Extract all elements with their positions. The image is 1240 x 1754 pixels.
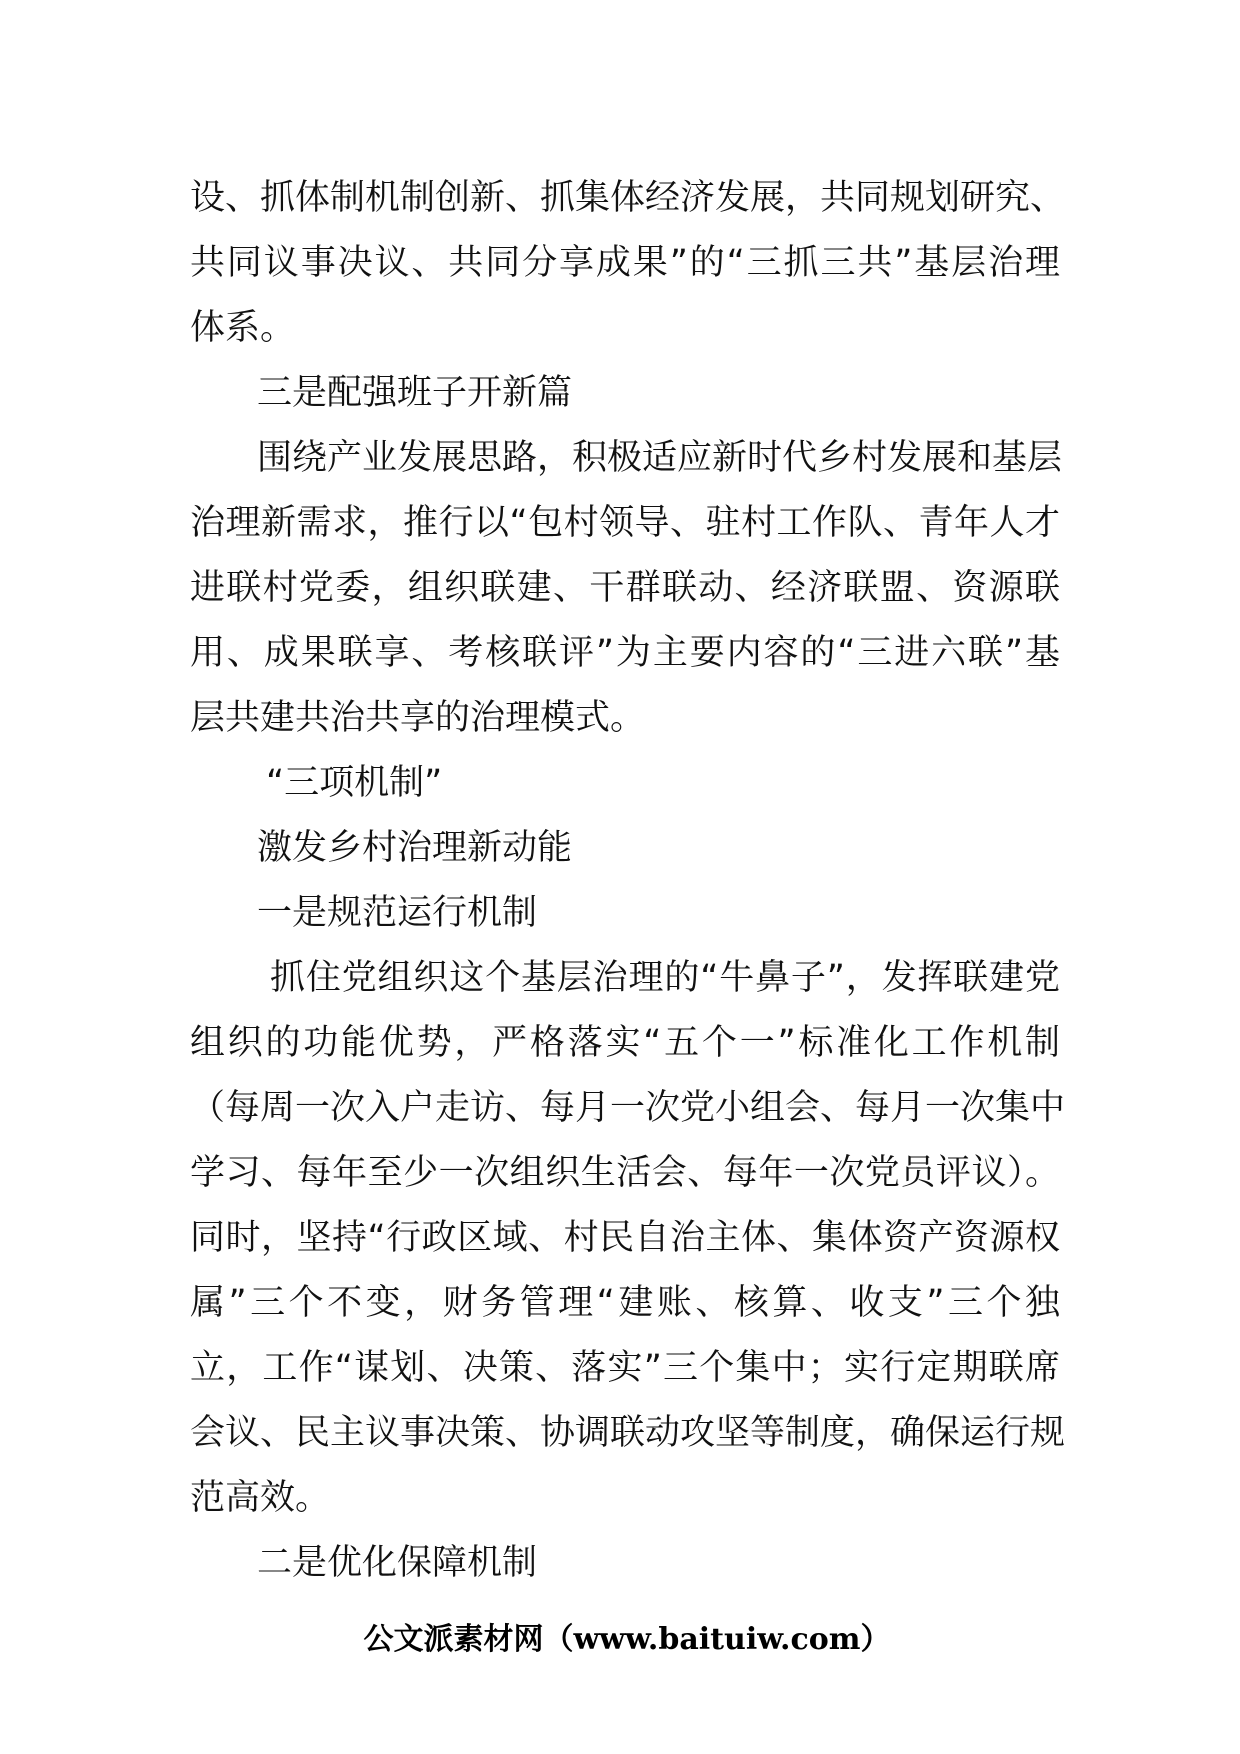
text-line: 范高效。	[190, 1478, 331, 1518]
section-heading: 二是优化保障机制	[257, 1543, 538, 1583]
body-text	[190, 166, 1066, 1596]
text-line: 围绕产业发展思路，积极适应新时代乡村发展和基层	[257, 438, 1063, 478]
text-line: 层共建共治共享的治理模式。	[190, 698, 646, 738]
text-line: 用、成果联享、考核联评”为主要内容的“三进六联”基	[190, 633, 1060, 673]
text-line: 立，工作“谋划、决策、落实”三个集中；实行定期联席	[190, 1348, 1060, 1388]
text-line: 抓住党组织这个基层治理的“牛鼻子”，发挥联建党	[270, 958, 1060, 998]
text-line: 治理新需求，推行以“包村领导、驻村工作队、青年人才	[190, 503, 1060, 543]
text-line: 体系。	[190, 308, 296, 348]
text-line: 组织的功能优势，严格落实“五个一”标准化工作机制	[190, 1023, 1060, 1063]
section-heading: 激发乡村治理新动能	[257, 828, 573, 868]
text-line: 设、抓体制机制创新、抓集体经济发展，共同规划研究、	[190, 178, 1066, 218]
text-line: 共同议事决议、共同分享成果”的“三抓三共”基层治理	[190, 243, 1060, 283]
section-heading: 一是规范运行机制	[257, 893, 538, 933]
section-heading: “三项机制”	[266, 763, 443, 803]
footer-watermark: 公文派素材网（www.baituiw.com）	[363, 1622, 891, 1657]
text-line: （每周一次入户走访、每月一次党小组会、每月一次集中	[190, 1088, 1066, 1128]
section-heading: 三是配强班子开新篇	[257, 373, 573, 413]
text-line: 会议、民主议事决策、协调联动攻坚等制度，确保运行规	[190, 1413, 1066, 1453]
text-line: 属”三个不变，财务管理“建账、核算、收支”三个独	[190, 1283, 1060, 1323]
text-line: 同时，坚持“行政区域、村民自治主体、集体资产资源权	[190, 1218, 1060, 1258]
text-line: 学习、每年至少一次组织生活会、每年一次党员评议）。	[190, 1153, 1060, 1193]
text-line: 进联村党委，组织联建、干群联动、经济联盟、资源联	[190, 568, 1060, 608]
